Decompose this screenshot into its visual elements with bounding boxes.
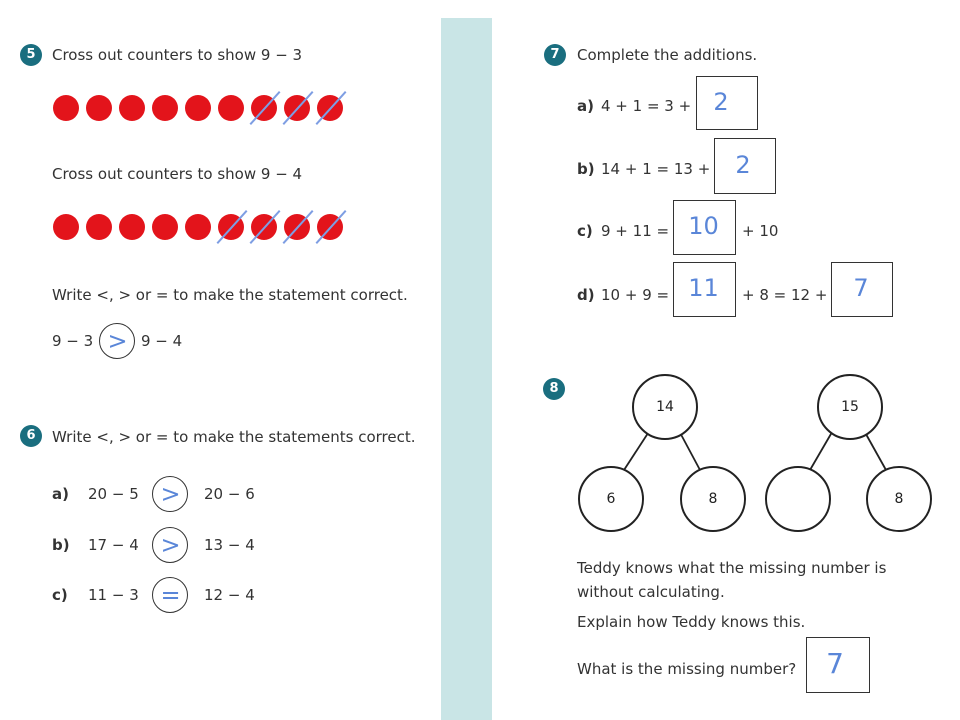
q7-c-after: + 10: [742, 222, 779, 240]
q6-c-label: c): [52, 586, 68, 604]
q5-prompt-2: Cross out counters to show 9 − 4: [52, 165, 303, 183]
q7-prompt: Complete the additions.: [577, 46, 758, 64]
q6-b-label: b): [52, 536, 70, 554]
q6-a-answer: >: [160, 480, 181, 508]
tree1-part-left: 6: [578, 466, 644, 532]
q7-d-text: 10 + 9 =: [601, 286, 670, 304]
question-5-badge: 5: [20, 44, 42, 66]
q5-statement-right: 9 − 4: [141, 332, 183, 350]
question-6-badge: 6: [20, 425, 42, 447]
question-8-badge: 8: [543, 378, 565, 400]
q8-text-1: Teddy knows what the missing number is: [577, 559, 887, 577]
q5-prompt-1: Cross out counters to show 9 − 3: [52, 46, 303, 64]
q5-statement-left: 9 − 3: [52, 332, 94, 350]
q7-b-answer: 2: [735, 151, 751, 179]
question-7-badge: 7: [544, 44, 566, 66]
q7-d-answer-1: 11: [688, 274, 719, 302]
q7-a-answer: 2: [713, 88, 729, 116]
q7-c-label: c): [577, 222, 593, 240]
q6-c-right: 12 − 4: [204, 586, 255, 604]
q6-c-left: 11 − 3: [88, 586, 139, 604]
q7-c-answer: 10: [688, 212, 719, 240]
q7-b-text: 14 + 1 = 13 +: [601, 160, 711, 178]
q6-c-answer: =: [160, 581, 181, 609]
tree2-whole: 15: [817, 374, 883, 440]
q8-text-3: Explain how Teddy knows this.: [577, 613, 806, 631]
q6-a-label: a): [52, 485, 69, 503]
tree2-part-right: 8: [866, 466, 932, 532]
q6-b-right: 13 − 4: [204, 536, 255, 554]
q8-text-2: without calculating.: [577, 583, 725, 601]
q5-answer: >: [107, 327, 128, 355]
q7-b-label: b): [577, 160, 595, 178]
q7-c-text: 9 + 11 =: [601, 222, 670, 240]
q5-prompt-3: Write <, > or = to make the statement correct.: [52, 286, 408, 304]
q7-a-label: a): [577, 97, 594, 115]
q7-d-middle: + 8 = 12 +: [742, 286, 828, 304]
tree1-whole: 14: [632, 374, 698, 440]
tree1-part-right: 8: [680, 466, 746, 532]
q6-b-left: 17 − 4: [88, 536, 139, 554]
q7-a-text: 4 + 1 = 3 +: [601, 97, 692, 115]
tree2-part-missing[interactable]: [765, 466, 831, 532]
q8-question: What is the missing number?: [577, 660, 797, 678]
q7-d-label: d): [577, 286, 595, 304]
q6-b-answer: >: [160, 531, 181, 559]
q6-prompt: Write <, > or = to make the statements correct.: [52, 428, 416, 446]
q6-a-right: 20 − 6: [204, 485, 255, 503]
q6-a-left: 20 − 5: [88, 485, 139, 503]
q8-answer: 7: [826, 647, 844, 680]
q7-d-answer-2: 7: [853, 274, 869, 302]
